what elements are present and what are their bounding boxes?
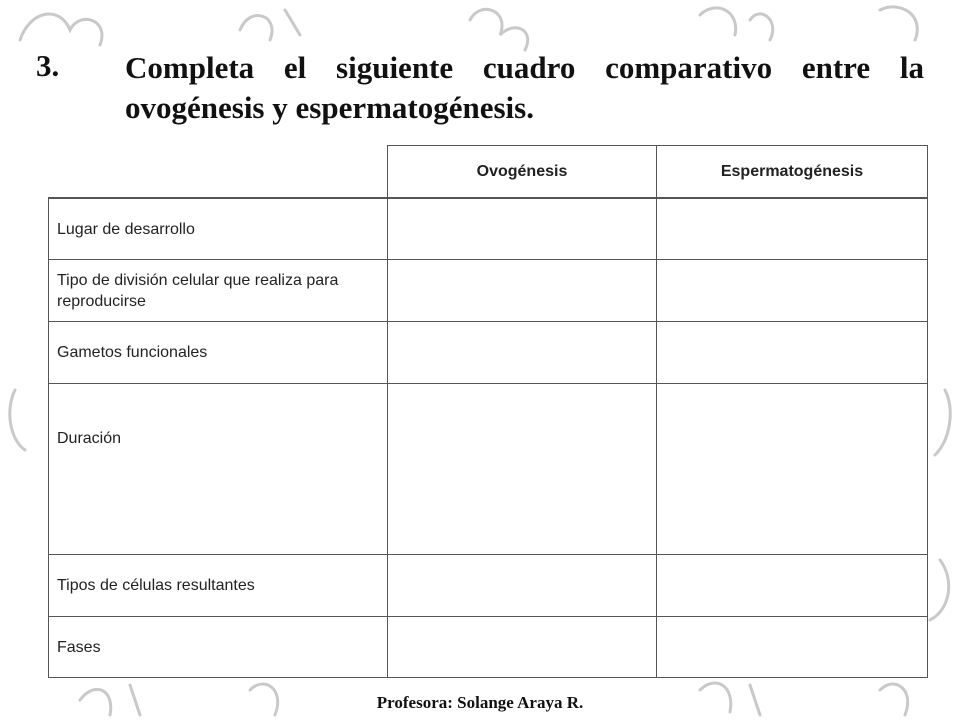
answer-cell-espermatogenesis[interactable]: [657, 555, 928, 617]
answer-cell-ovogenesis[interactable]: [388, 260, 657, 322]
comparison-table: [48, 145, 928, 678]
table-row: [49, 322, 928, 384]
footer-text: Profesora: Solange Araya R.: [373, 693, 588, 712]
answer-cell-espermatogenesis[interactable]: [657, 260, 928, 322]
table-row: [49, 199, 928, 260]
answer-cell-espermatogenesis[interactable]: [657, 617, 928, 678]
header-blank-cell: [49, 146, 388, 198]
doodle-top-3: [470, 9, 528, 50]
answer-cell-ovogenesis[interactable]: [388, 322, 657, 384]
answer-cell-ovogenesis[interactable]: [388, 384, 657, 555]
row-label: Fases: [49, 617, 388, 678]
doodle-left-1: [10, 390, 25, 450]
doodle-top-1: [20, 14, 102, 45]
answer-cell-ovogenesis[interactable]: [388, 617, 657, 678]
answer-cell-espermatogenesis[interactable]: [657, 384, 928, 555]
row-label: Tipo de división celular que realiza para reproducirse: [49, 260, 388, 322]
row-label: Duración: [49, 384, 388, 555]
table-row: [49, 617, 928, 678]
table-row: [49, 384, 928, 555]
row-label: Tipos de células resultantes: [49, 555, 388, 617]
question-text: Completa el siguiente cuadro comparativo entre la ovogénesis y espermatogénesis.: [125, 50, 924, 125]
doodle-right-2: [930, 560, 949, 620]
question-number: 3.: [36, 48, 60, 83]
header-ovogenesis: Ovogénesis: [388, 146, 657, 198]
row-label: Gametos funcionales: [49, 322, 388, 384]
question-heading: [36, 48, 924, 128]
table-row: [49, 260, 928, 322]
answer-cell-espermatogenesis[interactable]: [657, 322, 928, 384]
table-header-row: [49, 146, 928, 198]
answer-cell-ovogenesis[interactable]: [388, 555, 657, 617]
doodle-top-4: [700, 8, 773, 40]
row-label: Lugar de desarrollo: [49, 199, 388, 260]
doodle-top-2: [240, 10, 300, 40]
header-espermatogenesis: Espermatogénesis: [657, 146, 928, 198]
doodle-right-1: [935, 390, 950, 455]
answer-cell-ovogenesis[interactable]: [388, 199, 657, 260]
answer-cell-espermatogenesis[interactable]: [657, 199, 928, 260]
doodle-top-5: [880, 7, 917, 40]
table-row: [49, 555, 928, 617]
footer: [0, 693, 960, 713]
